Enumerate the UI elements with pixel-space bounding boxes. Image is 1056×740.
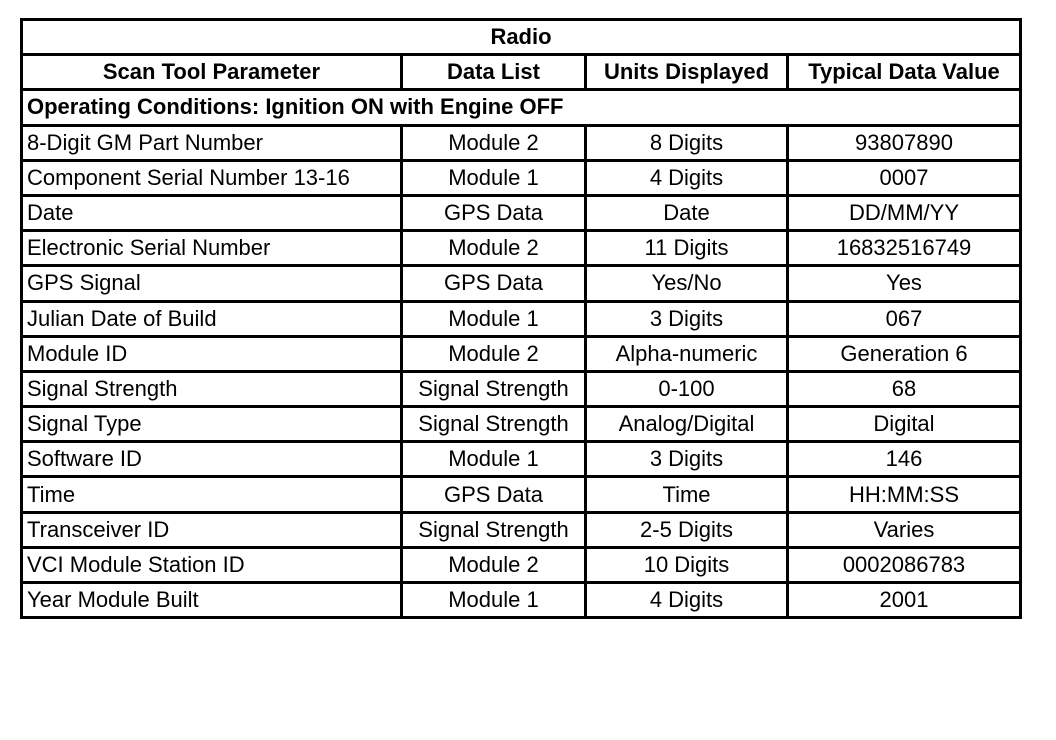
parameter-cell: Signal Strength [22,371,402,406]
section-row [22,90,1021,125]
units-cell: 10 Digits [586,547,788,582]
data-list-cell: GPS Data [402,477,586,512]
table-row [22,266,1021,301]
data-list-cell: Module 2 [402,125,586,160]
data-list-cell: Module 1 [402,301,586,336]
value-cell: 2001 [788,583,1021,618]
table-row [22,195,1021,230]
table-row [22,160,1021,195]
data-list-cell: GPS Data [402,195,586,230]
value-cell: Yes [788,266,1021,301]
table-row [22,301,1021,336]
parameter-cell: Year Module Built [22,583,402,618]
radio-data-table [20,18,1022,619]
table-row [22,371,1021,406]
table-row [22,125,1021,160]
units-cell: Yes/No [586,266,788,301]
value-cell: 68 [788,371,1021,406]
data-list-cell: Module 1 [402,160,586,195]
table-row [22,442,1021,477]
units-cell: Date [586,195,788,230]
data-list-cell: Signal Strength [402,512,586,547]
data-list-cell: Module 2 [402,231,586,266]
data-list-cell: Module 1 [402,583,586,618]
parameter-cell: GPS Signal [22,266,402,301]
value-cell: 0007 [788,160,1021,195]
data-list-cell: GPS Data [402,266,586,301]
parameter-cell: Component Serial Number 13-16 [22,160,402,195]
table-title: Radio [22,20,1021,55]
units-cell: 8 Digits [586,125,788,160]
parameter-cell: Software ID [22,442,402,477]
table-row [22,583,1021,618]
operating-conditions: Operating Conditions: Ignition ON with Engine OFF [22,90,1021,125]
parameter-cell: 8-Digit GM Part Number [22,125,402,160]
table-row [22,477,1021,512]
table-row [22,512,1021,547]
parameter-cell: Signal Type [22,407,402,442]
data-list-cell: Module 2 [402,336,586,371]
parameter-cell: Julian Date of Build [22,301,402,336]
units-cell: 3 Digits [586,442,788,477]
parameter-cell: Time [22,477,402,512]
parameter-cell: Electronic Serial Number [22,231,402,266]
header-data-list: Data List [402,55,586,90]
value-cell: 0002086783 [788,547,1021,582]
units-cell: Alpha-numeric [586,336,788,371]
units-cell: 0-100 [586,371,788,406]
value-cell: Varies [788,512,1021,547]
units-cell: 4 Digits [586,583,788,618]
parameter-cell: Transceiver ID [22,512,402,547]
header-units-displayed: Units Displayed [586,55,788,90]
value-cell: DD/MM/YY [788,195,1021,230]
value-cell: Generation 6 [788,336,1021,371]
table-row [22,231,1021,266]
data-list-cell: Signal Strength [402,371,586,406]
header-typical-data-value: Typical Data Value [788,55,1021,90]
table-row [22,407,1021,442]
table-row [22,336,1021,371]
value-cell: 93807890 [788,125,1021,160]
parameter-cell: Date [22,195,402,230]
units-cell: 3 Digits [586,301,788,336]
value-cell: 146 [788,442,1021,477]
value-cell: HH:MM:SS [788,477,1021,512]
data-list-cell: Module 1 [402,442,586,477]
units-cell: Analog/Digital [586,407,788,442]
data-list-cell: Module 2 [402,547,586,582]
header-scan-tool-parameter: Scan Tool Parameter [22,55,402,90]
title-row [22,20,1021,55]
parameter-cell: VCI Module Station ID [22,547,402,582]
value-cell: 16832516749 [788,231,1021,266]
units-cell: 4 Digits [586,160,788,195]
units-cell: 11 Digits [586,231,788,266]
units-cell: Time [586,477,788,512]
header-row [22,55,1021,90]
data-list-cell: Signal Strength [402,407,586,442]
value-cell: 067 [788,301,1021,336]
parameter-cell: Module ID [22,336,402,371]
table-row [22,547,1021,582]
units-cell: 2-5 Digits [586,512,788,547]
value-cell: Digital [788,407,1021,442]
